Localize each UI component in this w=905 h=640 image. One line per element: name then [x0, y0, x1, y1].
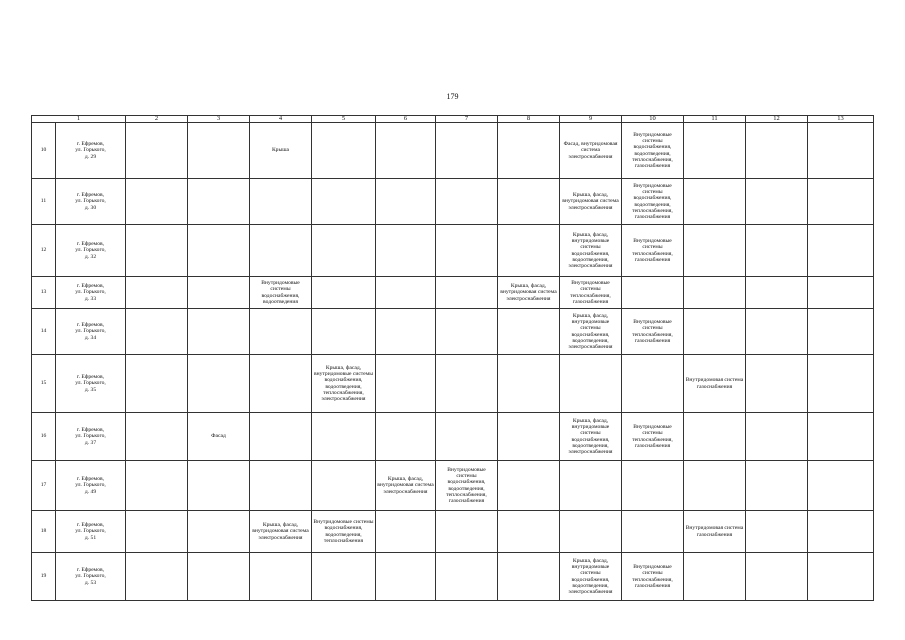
table-row	[32, 225, 874, 277]
work-cell-col-7	[436, 123, 498, 179]
work-cell-col-5	[312, 225, 376, 277]
work-cell-col-5	[312, 461, 376, 511]
column-header-2: 2	[126, 116, 188, 123]
work-cell-col-10: Внутридомовые системы теплоснабжения, газоснабжения	[622, 225, 684, 277]
work-cell-col-11: Внутридомовая система газоснабжения	[684, 511, 746, 553]
work-cell-col-9	[560, 355, 622, 413]
work-cell-col-8	[498, 413, 560, 461]
table-row	[32, 123, 874, 179]
work-cell-col-13	[808, 123, 874, 179]
column-header-12: 12	[746, 116, 808, 123]
work-cell-col-9: Крыша, фасад, внутридомовые системы водоснабжения, водоотведения, электроснабжения	[560, 553, 622, 601]
work-cell-col-6	[376, 309, 436, 355]
address-line: ул. Горького,	[75, 573, 106, 580]
work-cell-col-7	[436, 355, 498, 413]
column-header-6: 6	[376, 116, 436, 123]
work-cell-col-11	[684, 225, 746, 277]
table-row	[32, 413, 874, 461]
address-line: ул. Горького,	[75, 482, 106, 489]
row-number: 11	[32, 179, 56, 225]
work-cell-col-2	[126, 277, 188, 309]
work-cell-col-11: Внутридомовая система газоснабжения	[684, 355, 746, 413]
page-number: 179	[446, 92, 459, 101]
work-cell-col-5	[312, 277, 376, 309]
table-row	[32, 179, 874, 225]
column-header-10: 10	[622, 116, 684, 123]
address-cell	[56, 511, 126, 553]
work-cell-col-10: Внутридомовые системы водоснабжения, водоотведения, теплоснабжения, газоснабжения	[622, 123, 684, 179]
address-line: д. 32	[84, 253, 97, 260]
work-cell-col-9: Фасад, внутридомовая система электроснабжения	[560, 123, 622, 179]
work-cell-col-3	[188, 511, 250, 553]
address-cell	[56, 225, 126, 277]
row-number: 19	[32, 553, 56, 601]
work-cell-col-3	[188, 277, 250, 309]
column-header-9: 9	[560, 116, 622, 123]
work-cell-col-9	[560, 511, 622, 553]
work-cell-col-11	[684, 179, 746, 225]
column-header-1: 1	[32, 116, 126, 123]
table-row	[32, 461, 874, 511]
table-row	[32, 553, 874, 601]
row-number: 17	[32, 461, 56, 511]
work-cell-col-10	[622, 355, 684, 413]
address-line: ул. Горького,	[75, 198, 106, 205]
work-cell-col-3: Фасад	[188, 413, 250, 461]
work-cell-col-13	[808, 461, 874, 511]
column-header-4: 4	[250, 116, 312, 123]
work-cell-col-10: Внутридомовые системы теплоснабжения, газоснабжения	[622, 413, 684, 461]
work-cell-col-13	[808, 511, 874, 553]
column-header-3: 3	[188, 116, 250, 123]
work-cell-col-8: Крыша, фасад, внутридомовая система электроснабжения	[498, 277, 560, 309]
work-cell-col-13	[808, 179, 874, 225]
work-cell-col-3	[188, 225, 250, 277]
header-row	[32, 116, 874, 123]
work-cell-col-10	[622, 461, 684, 511]
address-cell	[56, 461, 126, 511]
work-cell-col-3	[188, 355, 250, 413]
work-cell-col-3	[188, 461, 250, 511]
work-cell-col-7	[436, 277, 498, 309]
work-cell-col-12	[746, 179, 808, 225]
column-header-8: 8	[498, 116, 560, 123]
work-cell-col-12	[746, 309, 808, 355]
work-cell-col-13	[808, 277, 874, 309]
work-cell-col-13	[808, 225, 874, 277]
column-header-11: 11	[684, 116, 746, 123]
work-cell-col-9: Крыша, фасад, внутридомовые системы водоснабжения, водоотведения, электроснабжения	[560, 413, 622, 461]
address-line: ул. Горького,	[75, 328, 106, 335]
work-cell-col-12	[746, 225, 808, 277]
work-cell-col-5: Внутридомовые системы водоснабжения, водоотведения, теплоснабжения	[312, 511, 376, 553]
work-cell-col-11	[684, 309, 746, 355]
table-body	[32, 123, 874, 601]
work-cell-col-5	[312, 123, 376, 179]
work-cell-col-6	[376, 277, 436, 309]
work-cell-col-8	[498, 309, 560, 355]
work-cell-col-6	[376, 511, 436, 553]
work-cell-col-13	[808, 553, 874, 601]
column-header-13: 13	[808, 116, 874, 123]
work-cell-col-3	[188, 309, 250, 355]
work-cell-col-8	[498, 511, 560, 553]
row-number: 18	[32, 511, 56, 553]
work-cell-col-4	[250, 179, 312, 225]
work-cell-col-9	[560, 461, 622, 511]
work-cell-col-4	[250, 225, 312, 277]
work-cell-col-2	[126, 461, 188, 511]
work-cell-col-6	[376, 179, 436, 225]
work-cell-col-4: Крыша, фасад, внутридомовая система электроснабжения	[250, 511, 312, 553]
work-cell-col-7	[436, 553, 498, 601]
work-cell-col-11	[684, 413, 746, 461]
work-cell-col-5	[312, 179, 376, 225]
work-cell-col-6	[376, 123, 436, 179]
work-cell-col-6	[376, 553, 436, 601]
address-line: д. 29	[84, 153, 97, 160]
work-cell-col-6	[376, 355, 436, 413]
work-cell-col-10: Внутридомовые системы водоснабжения, водоотведения, теплоснабжения, газоснабжения	[622, 179, 684, 225]
column-header-5: 5	[312, 116, 376, 123]
work-cell-col-8	[498, 553, 560, 601]
address-line: г. Ефремов,	[76, 192, 105, 199]
work-cell-col-2	[126, 511, 188, 553]
work-cell-col-7: Внутридомовые системы водоснабжения, водоотведения, теплоснабжения, газоснабжения	[436, 461, 498, 511]
work-cell-col-11	[684, 277, 746, 309]
row-number: 13	[32, 277, 56, 309]
column-header-7: 7	[436, 116, 498, 123]
work-cell-col-6: Крыша, фасад, внутридомовая система электроснабжения	[376, 461, 436, 511]
address-line: г. Ефремов,	[76, 141, 105, 148]
address-cell	[56, 277, 126, 309]
work-cell-col-12	[746, 553, 808, 601]
work-cell-col-10	[622, 277, 684, 309]
work-cell-col-7	[436, 511, 498, 553]
work-cell-col-4	[250, 355, 312, 413]
work-cell-col-3	[188, 179, 250, 225]
address-line: г. Ефремов,	[76, 522, 105, 529]
work-cell-col-9: Внутридомовые системы теплоснабжения, газоснабжения	[560, 277, 622, 309]
work-cell-col-2	[126, 413, 188, 461]
work-cell-col-5	[312, 553, 376, 601]
work-cell-col-3	[188, 553, 250, 601]
work-cell-col-6	[376, 225, 436, 277]
row-number: 10	[32, 123, 56, 179]
address-line: г. Ефремов,	[76, 241, 105, 248]
address-cell	[56, 553, 126, 601]
address-line: ул. Горького,	[75, 247, 106, 254]
row-number: 14	[32, 309, 56, 355]
row-number: 12	[32, 225, 56, 277]
table-row	[32, 277, 874, 309]
work-cell-col-8	[498, 355, 560, 413]
work-cell-col-9: Крыша, фасад, внутридомовые системы водоснабжения, водоотведения, электроснабжения	[560, 225, 622, 277]
address-line: д. 34	[84, 334, 97, 341]
address-line: д. 37	[84, 439, 97, 446]
work-cell-col-12	[746, 511, 808, 553]
work-cell-col-12	[746, 355, 808, 413]
work-cell-col-3	[188, 123, 250, 179]
work-cell-col-4	[250, 309, 312, 355]
work-cell-col-12	[746, 461, 808, 511]
work-cell-col-7	[436, 179, 498, 225]
repair-schedule-table	[31, 115, 874, 601]
work-cell-col-2	[126, 123, 188, 179]
address-cell	[56, 123, 126, 179]
work-cell-col-2	[126, 309, 188, 355]
work-cell-col-2	[126, 553, 188, 601]
work-cell-col-10: Внутридомовые системы теплоснабжения, газоснабжения	[622, 309, 684, 355]
address-cell	[56, 413, 126, 461]
work-cell-col-9: Крыша, фасад, внутридомовая система электроснабжения	[560, 179, 622, 225]
work-cell-col-10	[622, 511, 684, 553]
address-line: ул. Горького,	[75, 380, 106, 387]
work-cell-col-2	[126, 355, 188, 413]
address-line: д. 53	[84, 579, 97, 586]
work-cell-col-13	[808, 413, 874, 461]
work-cell-col-5: Крыша, фасад, внутридомовые системы водоснабжения, водоотведения, теплоснабжения, электроснабжения	[312, 355, 376, 413]
work-cell-col-8	[498, 461, 560, 511]
work-cell-col-7	[436, 309, 498, 355]
work-cell-col-12	[746, 413, 808, 461]
work-cell-col-13	[808, 355, 874, 413]
address-line: г. Ефремов,	[76, 476, 105, 483]
work-cell-col-4	[250, 461, 312, 511]
address-line: г. Ефремов,	[76, 322, 105, 329]
table-row	[32, 355, 874, 413]
work-cell-col-8	[498, 123, 560, 179]
work-cell-col-13	[808, 309, 874, 355]
address-line: г. Ефремов,	[76, 567, 105, 574]
address-cell	[56, 309, 126, 355]
table-row	[32, 511, 874, 553]
work-cell-col-8	[498, 225, 560, 277]
work-cell-col-5	[312, 413, 376, 461]
work-cell-col-10: Внутридомовые системы теплоснабжения, газоснабжения	[622, 553, 684, 601]
row-number: 16	[32, 413, 56, 461]
work-cell-col-2	[126, 225, 188, 277]
work-cell-col-7	[436, 413, 498, 461]
work-cell-col-4	[250, 413, 312, 461]
address-line: г. Ефремов,	[76, 283, 105, 290]
work-cell-col-7	[436, 225, 498, 277]
address-line: г. Ефремов,	[76, 427, 105, 434]
work-cell-col-11	[684, 123, 746, 179]
work-cell-col-5	[312, 309, 376, 355]
work-cell-col-6	[376, 413, 436, 461]
work-cell-col-4	[250, 553, 312, 601]
work-cell-col-9: Крыша, фасад, внутридомовые системы водоснабжения, водоотведения, электроснабжения	[560, 309, 622, 355]
address-line: д. 33	[84, 295, 97, 302]
address-cell	[56, 355, 126, 413]
work-cell-col-11	[684, 461, 746, 511]
row-number: 15	[32, 355, 56, 413]
address-line: ул. Горького,	[75, 147, 106, 154]
work-cell-col-2	[126, 179, 188, 225]
work-cell-col-11	[684, 553, 746, 601]
address-line: ул. Горького,	[75, 433, 106, 440]
work-cell-col-4: Внутридомовые системы водоснабжения, водоотведения	[250, 277, 312, 309]
address-line: д. 51	[84, 534, 97, 541]
work-cell-col-12	[746, 123, 808, 179]
work-cell-col-12	[746, 277, 808, 309]
address-line: д. 35	[84, 386, 97, 393]
address-line: ул. Горького,	[75, 289, 106, 296]
work-cell-col-4: Крыша	[250, 123, 312, 179]
address-line: ул. Горького,	[75, 528, 106, 535]
address-cell	[56, 179, 126, 225]
address-line: г. Ефремов,	[76, 374, 105, 381]
address-line: д. 49	[84, 488, 97, 495]
work-cell-col-8	[498, 179, 560, 225]
table-row	[32, 309, 874, 355]
address-line: д. 30	[84, 204, 97, 211]
